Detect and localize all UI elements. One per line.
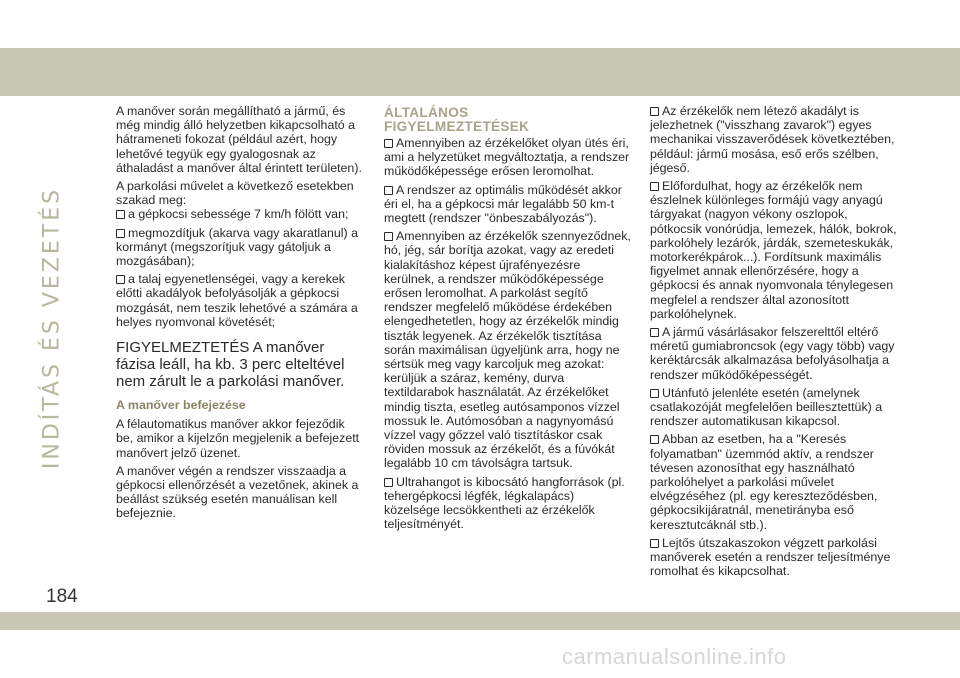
list-item [650,432,898,531]
list-item [384,475,632,532]
list-item-text: Ultrahangot is kibocsátó hangforrások (pl. tehergépkocsi légfék, légkalapács) közelsége lecsökkentheti az érzékelők teljesítményét. [384,474,625,532]
section-heading [384,106,632,133]
paragraph: A manőver végén a rendszer visszaadja a gépkocsi ellenőrzését a vezetőnek, akinek a beállást szükség esetén manuálisan kell befejeznie. [116,463,359,521]
section-subheading: A manőver befejezése [116,398,246,413]
watermark-text: carmanualsonline.info [562,644,787,669]
list-item-text: megmozdítjuk (akarva vagy akaratlanul) a kormányt (megszorítjuk vagy gátoljuk a mozgásában); [116,225,359,269]
chapter-side-title: INDÍTÁS ÉS VEZETÉS [39,186,65,470]
list-item-text: Lejtős útszakaszokon végzett parkolási manőverek esetén a rendszer teljesítménye romolhat és kikapcsolhat. [650,535,891,579]
paragraph: A parkolási művelet a következő esetekben szakad meg: [116,179,354,208]
list-item [384,183,632,226]
checkbox-bullet-icon [650,182,659,191]
paragraph: A manőver során megállítható a jármű, és még mindig álló helyzetben kikapcsolható a hátrameneti fokozat (például azért, hogy lehetővé tegyük egy gyalogosnak az áthaladást a manőver által érintett területen). [116,104,362,175]
list-item [650,179,898,321]
list-item-text: Abban az esetben, ha a "Keresés folyamatban" üzemmód aktív, a rendszer tévesen azonosíthat egy használható parkolóhelyet a parkolási művelet elvégzéséhez (pl. egy kereszteződésben, gépkocsikijáratnál, menetirányba eső keresztutcáknál stb.). [650,432,878,532]
list-item [116,226,364,269]
list-item [650,325,898,382]
list-item-text: Utánfutó jelenléte esetén (amelynek csatlakozóját megfelelően beillesztettük) a rendszer automatikusan kikapcsol. [650,385,883,429]
list-item-text: Az érzékelők nem létező akadályt is jelezhetnek ("visszhang zavarok") egyes mechanikai visszaverődések következtében, például: jármű mosása, eső erős szélben, jégeső. [650,104,895,175]
column-middle [384,104,632,535]
column-right [650,104,898,583]
checkbox-bullet-icon [384,478,393,487]
checkbox-bullet-icon [384,232,393,241]
list-item-text: A jármű vásárlásakor felszerelttől eltérő méretű gumiabroncsok (egy vagy több) vagy keréktárcsák alkalmazása befolyásolhatja a rendszer működőképességét. [650,325,895,382]
list-item [116,207,364,221]
footer-band [0,612,960,630]
list-item-text: Előfordulhat, hogy az érzékelők nem észlelnek különleges formájú vagy anyagú tárgyakat (nagyon vékony oszlopok, pótkocsik vonórúdja, lemezek, hálók, bokrok, parkolóhely lezárók, járdák, szemeteskukák, motorkerékpárok...). Fordítsunk maximális figyelmet annak ellenőrzésére, hogy a gépkocsi és annak nyomvonala ténylegesen megfelel a rendszer által azonosított parkolóhelynek. [650,179,897,321]
list-item-text: Amennyiben az érzékelők szennyeződnek, hó, jég, sár borítja azokat, vagy az eredeti kialakításhoz képest újrafényezésre kerülnek, a rendszer működőképessége erősen leromolhat. A parkolást segítő rendszer megfelelő működése érdekében elengedhetetlen, hogy az érzékelők mindig tiszták legyenek. Az érzékelők tisztítása során maximálisan ügyeljünk arra, hogy ne sértsük meg vagy karcoljuk meg azokat: kerüljük a száraz, kemény, durva textildarabok használatát. Az érzékelőket mindig tiszta, esetleg autósamponos vízzel mossuk le. Autómosóban a nagynyomású vízzel vagy gőzzel való tisztításkor csak röviden mossuk az érzékelőt, és a fúvókát legalább 10 cm távolságra tartsuk. [384,229,631,471]
checkbox-bullet-icon [384,186,393,195]
list-item [384,136,632,179]
warning-note: FIGYELMEZTETÉS A manőver fázisa leáll, ha kb. 3 perc elteltével nem zárult le a parkolási manőver. [116,339,345,391]
list-item [650,386,898,429]
checkbox-bullet-icon [650,389,659,398]
list-item-text: a talaj egyenetlenségei, vagy a kerekek előtti akadályok befolyásolják a gépkocsi mozgását, nem teszik lehetővé a számára a helyes nyomvonal követését; [116,272,358,329]
checkbox-bullet-icon [116,275,125,284]
checkbox-bullet-icon [384,139,393,148]
checkbox-bullet-icon [116,210,125,219]
section-heading-line: FIGYELMEZTETÉSEK [384,118,530,134]
list-item-text: A rendszer az optimális működését akkor éri el, ha a gépkocsi már legalább 50 km-t megtett (rendszer "önbeszabályozás"). [384,182,622,226]
header-band [0,48,960,96]
checkbox-bullet-icon [650,107,659,116]
list-item [384,229,632,470]
checkbox-bullet-icon [650,328,659,337]
checkbox-bullet-icon [116,229,125,238]
checkbox-bullet-icon [650,435,659,444]
paragraph: A félautomatikus manőver akkor fejeződik be, amikor a kijelzőn megjelenik a befejezett manővert jelző üzenet. [116,417,360,460]
checkbox-bullet-icon [650,539,659,548]
list-item [650,104,898,175]
section-heading-line: ÁLTALÁNOS [384,105,469,120]
list-item [650,536,898,579]
list-item-text: a gépkocsi sebessége 7 km/h fölött van; [128,207,349,222]
page-number: 184 [46,586,78,607]
list-item-text: Amennyiben az érzékelőket olyan ütés éri, ami a helyzetüket megváltoztatja, a rendszer működőképessége erősen leromolhat. [384,136,630,179]
list-item [116,272,364,329]
column-left [116,104,364,525]
